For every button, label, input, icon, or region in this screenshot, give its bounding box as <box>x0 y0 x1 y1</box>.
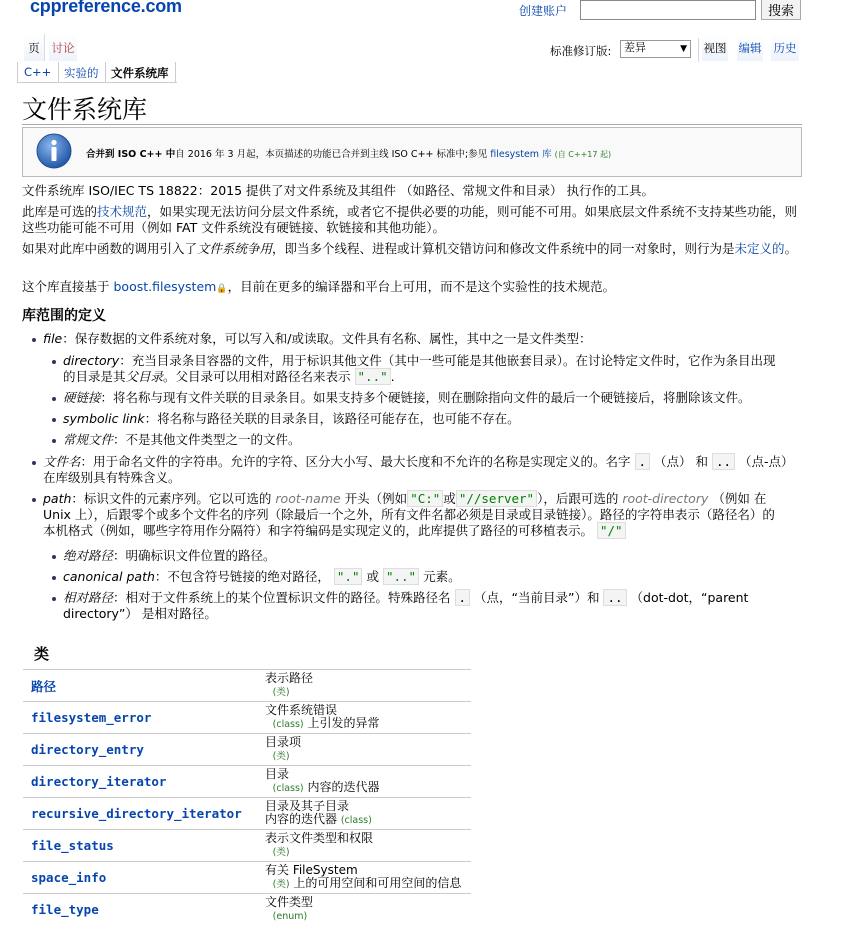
text: ：充当目录条目容器的文件，用于标识其他文件（其中一些可能是其他嵌套目录）。在讨论特定文件时，它作为条目出现 <box>119 353 776 368</box>
classes-table <box>23 669 471 925</box>
lock-icon: 🔒 <box>216 284 228 294</box>
class-description <box>263 766 471 798</box>
kind-badge: (class) <box>272 783 304 794</box>
text: ：将名称与路径关联的目录条目，该路径可能存在，也可能不存在。 <box>144 411 520 426</box>
text: （例如 在 <box>712 491 767 506</box>
table-row <box>23 798 471 830</box>
class-description <box>263 702 471 734</box>
text: 表示文件类型和权限 <box>265 831 374 845</box>
class-link-filesystem-error[interactable]: filesystem_error <box>31 710 152 725</box>
text: ，如果实现无法访问分层文件系统，或者它不提供必要的功能，则可能不可用。如果底层文件系统不支持某些功能，则这些功能可能不可用（例如 FAT 文件系统没有硬链接、软链接和其他功能）。 <box>22 204 798 235</box>
class-link-directory-entry[interactable]: directory_entry <box>31 742 144 757</box>
merged-notice-box <box>22 127 802 177</box>
text: 有关 FileSystem <box>265 863 358 877</box>
notice-bold-lead: 合并到 ISO C++ 中 <box>86 149 176 160</box>
term: directory <box>63 353 120 368</box>
standard-revision-label: 标准修订版: <box>550 44 612 58</box>
text: 表示路径 <box>265 671 314 685</box>
code-snippet: "C:" <box>407 490 443 507</box>
text: ：用于命名文件的字符串。允许的字符、区分大小写、最大长度和不允许的名称是实现定义的。名字 <box>80 454 631 469</box>
bullet-icon <box>52 439 56 443</box>
breadcrumb <box>17 62 177 83</box>
table-row <box>23 702 471 734</box>
classes-heading: 类 <box>34 645 50 663</box>
text: 如果对此库中函数的调用引入了 <box>22 241 198 256</box>
tab-discussion[interactable]: 讨论 <box>49 34 77 61</box>
class-description <box>263 798 471 830</box>
version-badge: (自 C++17 起) <box>554 150 612 159</box>
boost-paragraph <box>22 279 802 297</box>
term: 硬链接 <box>63 390 101 405</box>
text: ，目前在更多的编译器和平台上可用，而不是这个实验性的技术规范。 <box>227 279 616 294</box>
term: path <box>43 491 72 506</box>
kind-badge: (类) <box>272 751 290 762</box>
text: directory”） 是相对路径。 <box>63 606 217 621</box>
text: ：相对于文件系统上的某个位置标识文件的路径。特殊路径名 <box>113 590 451 605</box>
code-snippet: . <box>455 589 471 606</box>
breadcrumb-divider <box>105 62 106 82</box>
tab-bar <box>22 34 802 62</box>
code-snippet: .. <box>603 589 626 606</box>
text: （dot-dot，“parent <box>630 590 749 605</box>
text: 。父目录可以用相对路径名来表示 <box>163 369 351 384</box>
text: 在库级别具有特殊含义。 <box>43 470 181 485</box>
breadcrumb-divider <box>17 62 18 82</box>
text: 目录及其子目录 <box>265 799 350 813</box>
text: （点，“当前目录”）和 <box>474 590 600 605</box>
table-row <box>23 734 471 766</box>
bullet-icon <box>52 555 56 559</box>
code-snippet: "/" <box>597 522 626 539</box>
text: ：将名称与现有文件关联的目录条目。如果支持多个硬链接，则在删除指向文件的最后一个硬链接后，将删除该文件。 <box>100 390 751 405</box>
tab-page[interactable]: 页 <box>24 34 45 61</box>
text: ：明确标识文件位置的路径。 <box>113 548 276 563</box>
code-snippet: "//server" <box>456 490 537 507</box>
technical-spec-link[interactable]: 技术规范 <box>97 204 148 219</box>
text: 开头（例如 <box>340 491 408 506</box>
class-link-recursive-directory-iterator[interactable]: recursive_directory_iterator <box>31 806 242 821</box>
tab-view[interactable]: 视图 <box>702 34 728 61</box>
text: 或 <box>366 569 379 584</box>
text: 元素。 <box>423 569 461 584</box>
notice-text <box>86 146 611 160</box>
text: ：保存数据的文件系统对象，可以写入和/或读取。文件具有名称、属性，其中之一是文件类型： <box>62 331 592 346</box>
breadcrumb-divider <box>175 62 176 82</box>
class-link-space-info[interactable]: space_info <box>31 870 107 885</box>
bullet-icon <box>32 461 36 465</box>
text: 的目录是其 <box>63 369 126 384</box>
class-link-file-status[interactable]: file_status <box>31 838 114 853</box>
create-account-link[interactable]: 创建账户 <box>519 4 568 18</box>
search-button[interactable]: 搜索 <box>761 0 801 20</box>
std-select-value: 差异 <box>624 41 646 54</box>
breadcrumb-cpp[interactable]: C++ <box>24 65 52 79</box>
undefined-behavior-link[interactable]: 未定义的 <box>734 241 785 256</box>
kind-badge: (class) <box>340 815 372 826</box>
class-description <box>263 670 471 702</box>
text: 文件系统错误 <box>265 703 338 717</box>
text: ：不是其他文件类型之一的文件。 <box>113 432 301 447</box>
class-description <box>263 734 471 766</box>
code-snippet: "." <box>334 568 363 585</box>
table-row <box>23 862 471 894</box>
info-icon <box>36 133 72 169</box>
text: 上引发的异常 <box>307 716 380 730</box>
bullet-icon <box>52 597 56 601</box>
bullet-icon <box>52 576 56 580</box>
kind-badge: (类) <box>272 687 290 698</box>
bullet-icon <box>32 338 36 342</box>
text: 。 <box>784 241 798 256</box>
kind-badge: (class) <box>272 719 304 730</box>
class-description <box>263 862 471 894</box>
table-row <box>23 894 471 926</box>
text: ），后跟可选的 <box>537 491 623 506</box>
text: （点-点） <box>739 454 794 469</box>
term-root-name: root-name <box>275 491 341 506</box>
bullet-icon <box>52 360 56 364</box>
text: 内容的迭代器 <box>307 780 380 794</box>
text: （点） 和 <box>654 454 709 469</box>
bullet-icon <box>52 397 56 401</box>
text: 或 <box>443 491 456 506</box>
tab-divider <box>698 38 699 62</box>
text: 此库是可选的 <box>22 204 98 219</box>
site-logo[interactable]: cppreference.com <box>30 0 182 16</box>
bullet-icon <box>52 418 56 422</box>
kind-badge: (类) <box>272 847 290 858</box>
term: canonical path <box>63 569 155 584</box>
race-paragraph <box>22 241 802 257</box>
standard-revision-select[interactable] <box>620 40 691 58</box>
text: ，即当多个线程、进程或计算机交错访问和修改文件系统中的同一对象时，则行为是 <box>272 241 735 256</box>
text: ：不包含符号链接的绝对路径， <box>154 569 330 584</box>
intro-paragraph: 文件系统库 ISO/IEC TS 18822：2015 提供了对文件系统及其组件 （如路径、常规文件和目录） 执行作的工具。 <box>22 183 654 198</box>
text: 本机格式（例如，哪些字符用作分隔符）和字符编码是实现定义的，此库提供了路径的可移植表示。 <box>43 523 594 538</box>
class-link-path[interactable]: 路径 <box>31 678 57 694</box>
text: 这个库直接基于 <box>22 279 114 294</box>
class-description <box>263 830 471 862</box>
code-snippet: . <box>635 453 651 470</box>
filesystem-library-link[interactable]: filesystem 库 <box>490 149 552 160</box>
class-description <box>263 894 471 926</box>
term: 常规文件 <box>63 432 114 447</box>
text: ：标识文件的元素序列。它以可选的 <box>71 491 276 506</box>
code-snippet: ".." <box>355 368 391 385</box>
boost-filesystem-link[interactable]: boost.filesystem <box>113 279 217 294</box>
class-link-file-type[interactable]: file_type <box>31 902 99 917</box>
definitions-heading: 库范围的定义 <box>22 308 106 324</box>
breadcrumb-experimental[interactable]: 实验的 <box>64 66 99 80</box>
search-input[interactable] <box>580 0 756 20</box>
term: 文件名 <box>43 454 81 469</box>
term: 父目录 <box>125 369 164 384</box>
tab-edit[interactable]: 编辑 <box>737 34 763 61</box>
term: file <box>43 331 63 346</box>
table-row <box>23 670 471 702</box>
text: 上的可用空间和可用空间的信息 <box>293 876 462 890</box>
text: . <box>390 369 395 384</box>
kind-badge: (enum) <box>272 911 308 922</box>
chevron-down-icon: ▼ <box>680 44 687 54</box>
term: 绝对路径 <box>63 548 114 563</box>
text: 目录 <box>265 767 290 781</box>
table-row <box>23 830 471 862</box>
text: 目录项 <box>265 735 302 749</box>
class-link-directory-iterator[interactable]: directory_iterator <box>31 774 167 789</box>
tab-history[interactable]: 历史 <box>771 34 799 61</box>
breadcrumb-current: 文件系统库 <box>111 66 169 80</box>
text: 文件类型 <box>265 895 314 909</box>
term: 相对路径 <box>63 590 114 605</box>
bullet-icon <box>32 498 36 502</box>
optional-paragraph <box>22 204 802 236</box>
code-snippet: .. <box>712 453 735 470</box>
page-title: 文件系统库 <box>22 95 148 124</box>
table-row <box>23 766 471 798</box>
notice-body: 自 2016 年 3 月起，本页描述的功能已合并到主线 ISO C++ 标准中;参见 <box>175 149 488 160</box>
kind-badge: (类) <box>272 879 290 890</box>
term-fs-race: 文件系统争用 <box>197 241 273 256</box>
title-divider <box>22 124 802 125</box>
breadcrumb-divider <box>58 62 59 82</box>
text: Unix 上），后跟零个或多个文件名的序列（除最后一个之外，所有文件名都必须是目录或目录链接）。路径的字符串表示（路径名）的 <box>43 507 775 522</box>
code-snippet: ".." <box>383 568 419 585</box>
term-root-directory: root-directory <box>622 491 709 506</box>
text: 内容的迭代器 <box>265 812 338 826</box>
term: symbolic link <box>63 411 145 426</box>
